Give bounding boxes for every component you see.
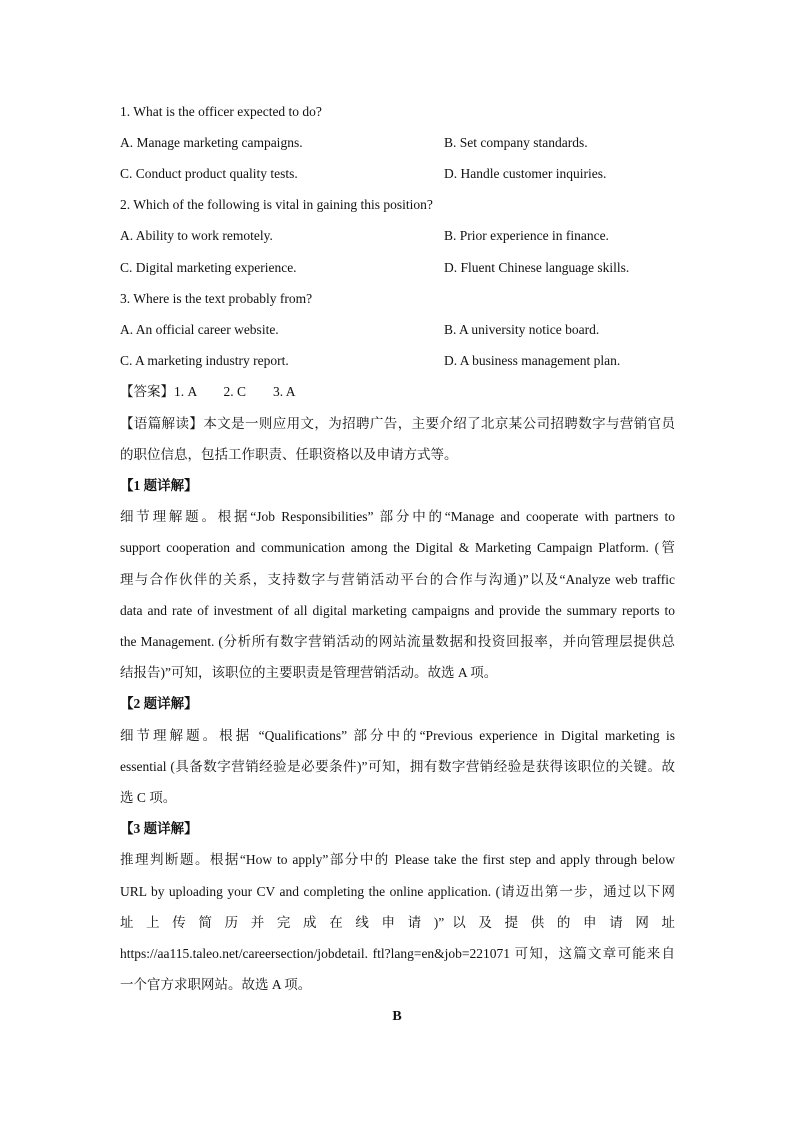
section-label-b: B (392, 1009, 402, 1024)
question-3-option-a: A. An official career website. (120, 322, 279, 337)
explanation-1-line-1: 细节理解题。根据“Job Responsibilities” 部分中的“Manage and cooperate with partners to (120, 509, 675, 524)
question-1-option-b: B. Set company standards. (444, 135, 588, 150)
question-1-stem: 1. What is the officer expected to do? (120, 104, 322, 119)
question-1-option-a: A. Manage marketing campaigns. (120, 135, 303, 150)
question-2-option-b: B. Prior experience in finance. (444, 228, 609, 243)
question-2-stem: 2. Which of the following is vital in gaining this position? (120, 197, 433, 212)
explanation-3-line-3: 址 上 传 简 历 并 完 成 在 线 申 请 )” 以 及 提 供 的 申 请 网 址 (120, 915, 675, 930)
explanation-2-line-3: 选 C 项。 (120, 790, 177, 805)
interpretation-label: 【语篇解读】 (120, 416, 204, 431)
explanation-3-line-2: URL by uploading your CV and completing the online application. (请迈出第一步，通过以下网 (120, 884, 675, 899)
explanation-1-line-4: data and rate of investment of all digital marketing campaigns and provide the summary reports to (120, 603, 675, 618)
interpretation-text-1: 本文是一则应用文，为招聘广告，主要介绍了北京某公司招聘数字与营销官员 (203, 416, 676, 431)
interpretation-line-2: 的职位信息，包括工作职责、任职资格以及申请方式等。 (120, 447, 458, 462)
explanation-2-line-1: 细节理解题。根据 “Qualifications” 部分中的“Previous experience in Digital marketing is (120, 728, 675, 743)
explanation-1-line-2: support cooperation and communication among the Digital & Marketing Campaign Platform. (管 (120, 540, 675, 555)
explanation-2-heading: 【2 题详解】 (120, 696, 198, 711)
question-3-option-d: D. A business management plan. (444, 353, 621, 368)
question-3-option-b: B. A university notice board. (444, 322, 600, 337)
answer-label: 【答案】 (120, 384, 174, 399)
explanation-2-line-2: essential (具备数字营销经验是必要条件)”可知，拥有数字营销经验是获得该职位的关键。故 (120, 759, 675, 774)
answer-text: 1. A 2. C 3. A (174, 384, 296, 399)
explanation-1-line-3: 理与合作伙伴的关系，支持数字与营销活动平台的合作与沟通)”以及“Analyze web traffic (120, 572, 675, 587)
explanation-3-line-1: 推理判断题。根据“How to apply”部分中的 Please take the first step and apply through below (120, 852, 675, 867)
question-2-option-a: A. Ability to work remotely. (120, 228, 273, 243)
question-2-option-d: D. Fluent Chinese language skills. (444, 260, 630, 275)
explanation-3-heading: 【3 题详解】 (120, 821, 198, 836)
question-1-option-c: C. Conduct product quality tests. (120, 166, 298, 181)
explanation-1-line-6: 结报告)”可知，该职位的主要职责是管理营销活动。故选 A 项。 (120, 665, 498, 680)
question-3-stem: 3. Where is the text probably from? (120, 291, 313, 306)
interpretation-line-1 (120, 414, 675, 434)
question-3-option-c: C. A marketing industry report. (120, 353, 289, 368)
question-1-option-d: D. Handle customer inquiries. (444, 166, 607, 181)
explanation-1-line-5: the Management. (分析所有数字营销活动的网站流量数据和投资回报率，并向管理层提供总 (120, 634, 675, 649)
explanation-1-heading: 【1 题详解】 (120, 478, 198, 493)
explanation-3-line-4: https://aa115.taleo.net/careersection/jobdetail. ftl?lang=en&job=221071 可知，这篇文章可能来自 (120, 946, 675, 961)
answer-line (120, 382, 675, 402)
question-2-option-c: C. Digital marketing experience. (120, 260, 297, 275)
explanation-3-line-5: 一个官方求职网站。故选 A 项。 (120, 977, 312, 992)
